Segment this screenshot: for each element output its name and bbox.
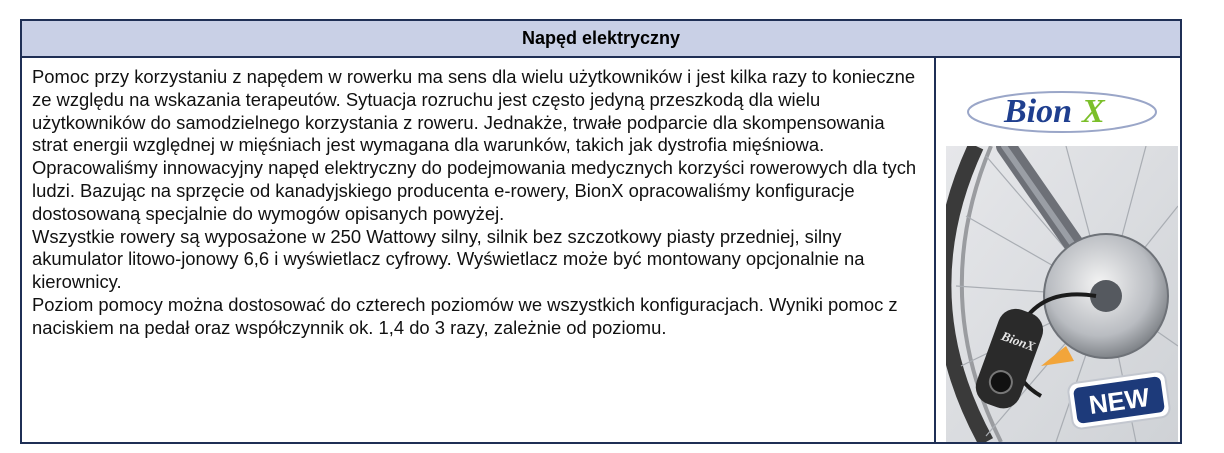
- paragraph: Poziom pomocy można dostosować do czterech poziomów we wszystkich konfiguracjach. Wyniki pomoc z naciskiem na pedał oraz współczynnik ok. 1,4 do 3 razy, zależnie od poziomu.: [32, 293, 898, 338]
- logo-text-main: Bion: [1004, 93, 1073, 130]
- badge-text: NEW: [1087, 381, 1152, 421]
- new-badge: [1064, 369, 1174, 436]
- bionx-logo: [964, 80, 1160, 140]
- paragraph: Pomoc przy korzystaniu z napędem w rowerku ma sens dla wielu użytkowników i jest kilka razy to konieczne ze względu na wskazania terapeutów. Sytuacja rozruchu jest często jedyną przeszkodą dla wielu użytkowników do samodzielnego korzystania z roweru. Jednakże, trwałe podparcie dla skompensowania strat energii względnej w mięśniach jest wymagana dla warunków, takich jak dystrofia mięśniowa.: [32, 66, 916, 156]
- paragraph: Opracowaliśmy innowacyjny napęd elektryczny do podejmowania medycznych korzyści rowerowych dla tych ludzi. Bazując na sprzęcie od kanadyjskiego producenta e-rowery, BionX opracowaliśmy konfiguracje dostosowaną specjalnie do wymogów opisanych powyżej.: [32, 157, 917, 224]
- product-image-cell: [936, 58, 1180, 442]
- header-title: Napęd elektryczny: [521, 28, 681, 48]
- hub-label: BionX: [999, 328, 1038, 355]
- description-cell: [22, 58, 936, 442]
- feature-table: [20, 19, 1182, 444]
- table-header: [22, 21, 1180, 58]
- paragraph: Wszystkie rowery są wyposażone w 250 Wattowy silny, silnik bez szczotkowy piasty przedniej, silny akumulator litowo-jonowy 6,6 i wyświetlacz cyfrowy. Wyświetlacz może być montowany opcjonalnie na kierownicy.: [32, 225, 865, 293]
- table-body: [22, 58, 1180, 442]
- logo-text-x: X: [1082, 93, 1105, 130]
